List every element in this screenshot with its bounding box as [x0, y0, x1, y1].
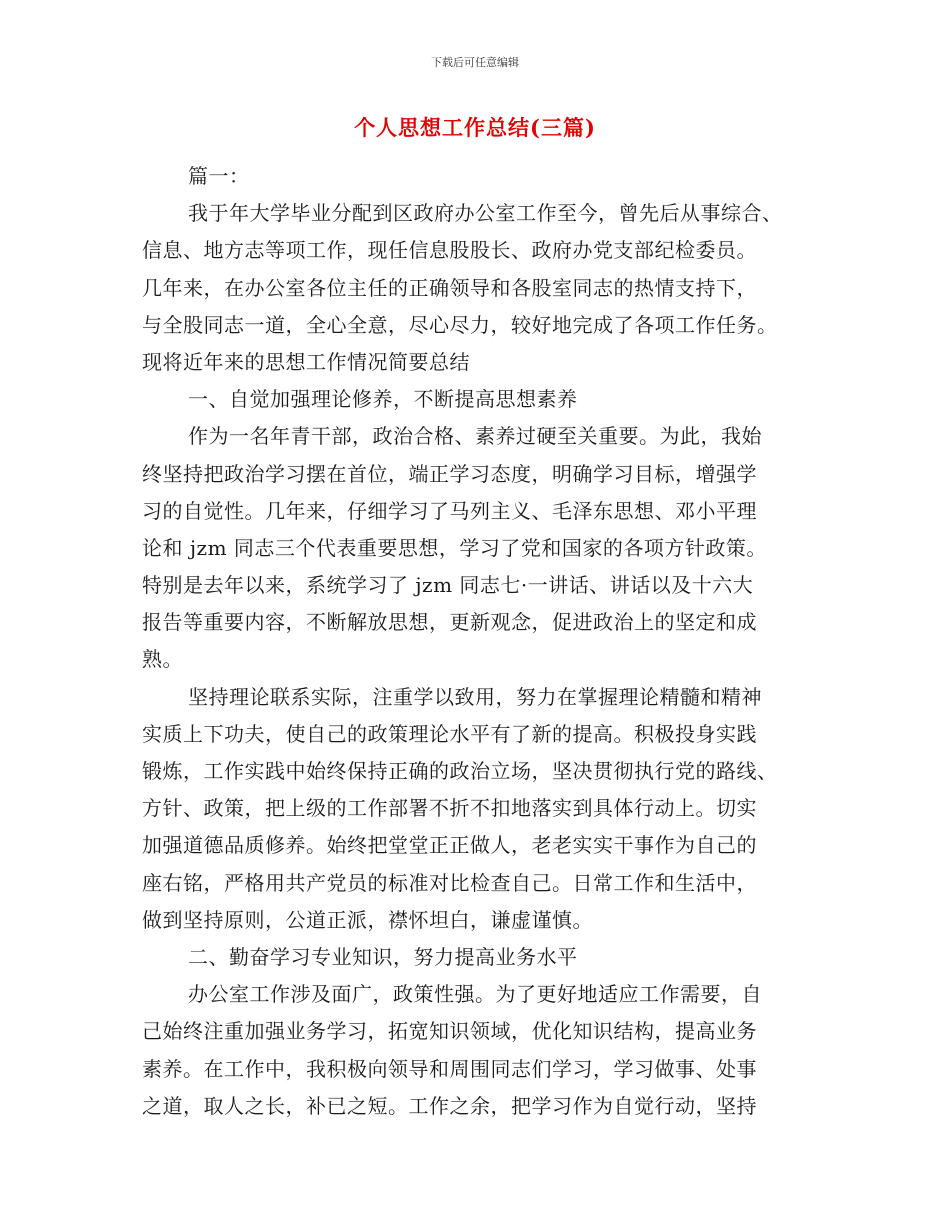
text-line: 终坚持把政治学习摆在首位，端正学习态度，明确学习目标，增强学: [142, 461, 757, 486]
text-line: 锻炼，工作实践中始终保持正确的政治立场，坚决贯彻执行党的路线、: [142, 759, 778, 783]
text-line: 办公室工作涉及面广，政策性强。为了更好地适应工作需要，自: [188, 982, 762, 1007]
text-line: 己始终注重加强业务学习，拓宽知识领域，优化知识结构，提高业务: [142, 1019, 757, 1044]
header-note: 下载后可任意编辑: [431, 56, 519, 69]
text-line: 论和 jzm 同志三个代表重要思想，学习了党和国家的各项方针政策。: [142, 535, 767, 560]
text-line: 特别是去年以来，系统学习了 jzm 同志七·一讲话、讲话以及十六大: [142, 573, 754, 598]
document-title: 个人思想工作总结(三篇): [354, 115, 596, 140]
text-line: 信息、地方志等项工作，现任信息股股长、政府办党支部纪检委员。: [142, 238, 757, 263]
text-line: 报告等重要内容，不断解放思想，更新观念，促进政治上的坚定和成: [142, 610, 757, 635]
text-line: 作为一名年青干部，政治合格、素养过硬至关重要。为此，我始: [188, 424, 762, 449]
text-line: 一、自觉加强理论修养，不断提高思想素养: [188, 387, 578, 412]
text-line: 座右铭，严格用共产党员的标准对比检查自己。日常工作和生活中，: [142, 870, 757, 895]
text-line: 几年来，在办公室各位主任的正确领导和各股室同志的热情支持下，: [142, 275, 757, 300]
text-line: 方针、政策，把上级的工作部署不折不扣地落实到具体行动上。切实: [142, 796, 757, 821]
text-line: 二、勤奋学习专业知识，努力提高业务水平: [188, 944, 578, 969]
text-line: 做到坚持原则，公道正派，襟怀坦白，谦虚谨慎。: [142, 907, 593, 932]
text-line: 坚持理论联系实际，注重学以致用，努力在掌握理论精髓和精神: [188, 684, 762, 709]
text-line: 篇一：: [188, 164, 250, 188]
document-body: [142, 158, 812, 1125]
text-line: 现将近年来的思想工作情况简要总结: [142, 349, 470, 374]
text-line: 加强道德品质修养。始终把堂堂正正做人，老老实实干事作为自己的: [142, 833, 757, 858]
text-line: 之道，取人之长，补已之短。工作之余，把学习作为自觉行动，坚持: [142, 1093, 757, 1118]
text-line: 素养。在工作中，我积极向领导和周围同志们学习，学习做事、处事: [142, 1056, 757, 1081]
text-line: 习的自觉性。几年来，仔细学习了马列主义、毛泽东思想、邓小平理: [142, 498, 757, 523]
text-line: 我于年大学毕业分配到区政府办公室工作至今，曾先后从事综合、: [188, 201, 783, 226]
text-line: 与全股同志一道，全心全意，尽心尽力，较好地完成了各项工作任务。: [142, 312, 778, 337]
text-line: 实质上下功夫，使自己的政策理论水平有了新的提高。积极投身实践: [142, 721, 757, 746]
text-line: 熟。: [142, 647, 183, 672]
